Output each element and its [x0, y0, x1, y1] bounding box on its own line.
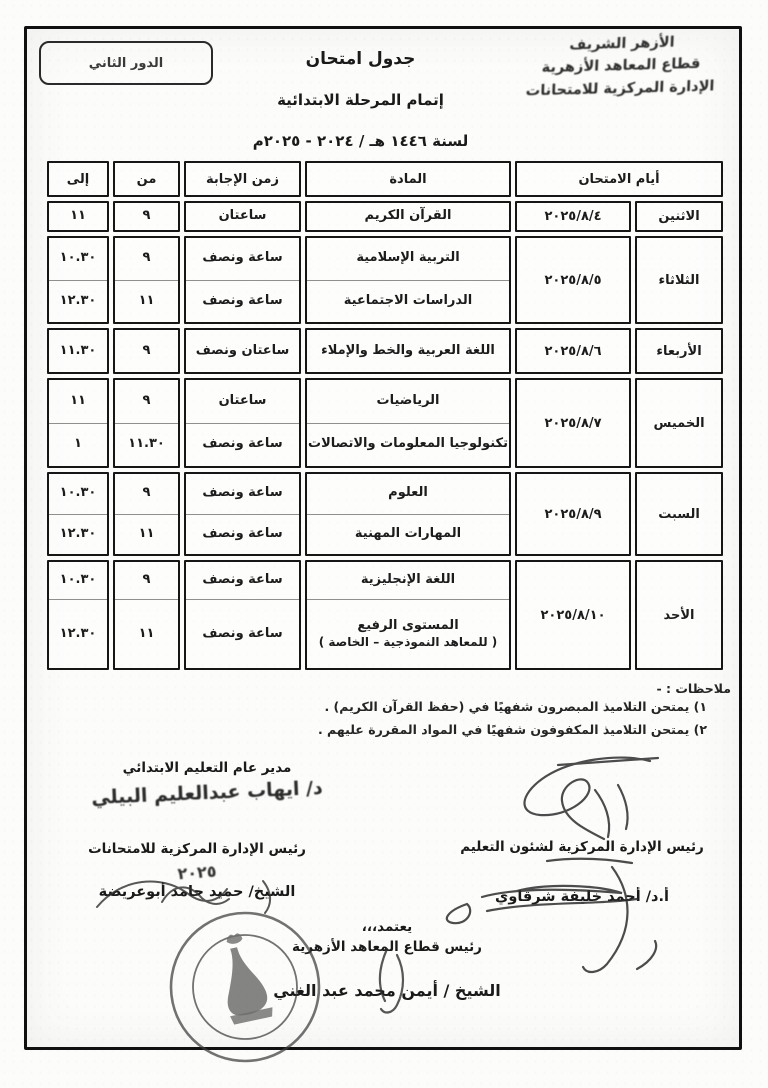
note-item: ٢) يمتحن التلاميذ المكفوفون شفهيًا في المواد المقررة عليهم .	[317, 721, 707, 737]
subject-cell-stack	[305, 236, 511, 324]
to-time-cell-stack	[47, 378, 109, 468]
page-title: جدول امتحان	[305, 49, 416, 69]
to-time-cell-stack	[47, 560, 109, 670]
signature-handwritten-name: د/ ايهاب عبدالعليم البيلي	[90, 776, 324, 810]
notes-section	[318, 681, 731, 741]
from-time-cell: ٩	[142, 208, 151, 224]
duration-cell-stack	[184, 328, 301, 374]
table-header-row	[45, 161, 723, 197]
signature-name: الشيخ / أيمن محمد عبد الغني	[273, 981, 501, 1000]
subject-cell: اللغة العربية والخط والإملاء	[321, 342, 495, 358]
from-time-cell-stack	[113, 560, 180, 670]
page-year-line: لسنة ١٤٤٦ هـ / ٢٠٢٤ - ٢٠٢٥م	[252, 132, 469, 150]
duration-cell: ساعة ونصف	[186, 280, 299, 323]
signature-name: الشيخ/ حميد حامد أبوعريضة	[98, 884, 296, 900]
date-cell: ٢٠٢٥/٨/٦	[515, 328, 631, 374]
day-cell: الأحد	[635, 560, 723, 670]
from-time-cell: ٩	[142, 342, 151, 358]
duration-cell: ساعة ونصف	[202, 250, 283, 266]
header-days: أيام الامتحان	[515, 161, 723, 197]
duration-cell-stack	[184, 560, 301, 670]
letterhead-line: الأزهر الشريف	[569, 34, 675, 54]
from-time-cell: ٩	[142, 572, 151, 588]
duration-cell-stack	[184, 201, 301, 232]
date-cell: ٢٠٢٥/٨/١٠	[515, 560, 631, 670]
to-time-cell-stack	[47, 472, 109, 556]
date-cell: ٢٠٢٥/٨/٥	[515, 236, 631, 324]
letterhead-line: الإدارة المركزية للامتحانات	[525, 78, 715, 100]
letterhead-line: قطاع المعاهد الأزهرية	[541, 56, 701, 77]
official-stamp	[167, 909, 323, 1065]
from-time-cell: ١١	[115, 514, 178, 555]
to-time-cell: ١١.٣٠	[59, 342, 97, 358]
subject-cell: اللغة الإنجليزية	[360, 572, 456, 588]
from-time-cell: ٩	[142, 485, 151, 501]
schedule-groups	[45, 201, 723, 670]
to-time-cell: ١١	[70, 208, 86, 224]
from-time-cell: ١١	[115, 599, 178, 668]
note-item: ١) يمتحن التلاميذ المبصرون شفهيًا في (حفظ القرآن الكريم) .	[324, 699, 707, 714]
duration-cell: ساعة ونصف	[186, 423, 299, 467]
round-badge: الدور الثاني	[39, 41, 213, 85]
duration-cell: ساعة ونصف	[186, 599, 299, 668]
date-cell: ٢٠٢٥/٨/٩	[515, 472, 631, 556]
subject-cell: المهارات المهنية	[307, 514, 509, 555]
to-time-cell: ١١	[70, 392, 86, 408]
duration-cell: ساعة ونصف	[202, 485, 283, 501]
from-time-cell-stack	[113, 328, 180, 374]
subject-cell: الرياضيات	[376, 392, 440, 408]
to-time-cell: ١٢.٣٠	[49, 514, 107, 555]
schedule-day-row	[45, 560, 723, 670]
duration-cell: ساعة ونصف	[202, 572, 283, 588]
from-time-cell-stack	[113, 236, 180, 324]
signature-title: رئيس الإدارة المركزية للامتحانات	[88, 841, 306, 857]
subject-cell: العلوم	[388, 485, 428, 501]
subject-line: ( للمعاهد النموذجية – الخاصة )	[318, 634, 498, 649]
to-time-cell: ١٢.٣٠	[49, 599, 107, 668]
subject-cell	[307, 599, 509, 668]
subject-cell: تكنولوجيا المعلومات والاتصالات	[307, 423, 509, 467]
subject-cell-stack	[305, 560, 511, 670]
duration-cell: ساعتان ونصف	[195, 342, 290, 358]
stamp-emblem-icon	[214, 930, 273, 1024]
duration-cell: ساعة ونصف	[186, 514, 299, 555]
schedule-day-row	[45, 236, 723, 324]
subject-cell-stack	[305, 328, 511, 374]
to-time-cell: ١٠.٣٠	[59, 572, 97, 588]
from-time-cell-stack	[113, 378, 180, 468]
day-cell: السبت	[635, 472, 723, 556]
header-from: من	[113, 161, 180, 197]
duration-cell-stack	[184, 472, 301, 556]
subject-cell: الدراسات الاجتماعية	[307, 280, 509, 323]
signature-title: رئيس الإدارة المركزية لشئون التعليم	[460, 839, 704, 855]
to-time-cell: ١٠.٣٠	[59, 485, 97, 501]
schedule-day-row	[45, 328, 723, 374]
header-to: إلى	[47, 161, 109, 197]
header-duration: زمن الإجابة	[184, 161, 301, 197]
date-cell: ٢٠٢٥/٨/٤	[515, 201, 631, 232]
subject-cell: القرآن الكريم	[364, 208, 452, 224]
subject-cell-stack	[305, 378, 511, 468]
duration-cell: ساعتان	[218, 208, 267, 224]
to-time-cell-stack	[47, 236, 109, 324]
duration-cell-stack	[184, 236, 301, 324]
signature-exam-admin	[42, 841, 352, 900]
signature-name: أ.د/ أحمد خليفة شرقاوي	[495, 889, 669, 905]
schedule-day-row	[45, 201, 723, 232]
document-frame	[24, 26, 742, 1050]
to-time-cell-stack	[47, 201, 109, 232]
to-time-cell: ١	[49, 423, 107, 467]
subject-line: المستوى الرفيع	[357, 617, 459, 633]
to-time-cell-stack	[47, 328, 109, 374]
approval-label: يعتمد،،،	[361, 919, 413, 935]
duration-cell-stack	[184, 378, 301, 468]
notes-label: ملاحظات : -	[656, 681, 731, 696]
signature-year-scribble: ٢٠٢٥	[176, 861, 218, 884]
subject-cell-stack	[305, 201, 511, 232]
from-time-cell-stack	[113, 201, 180, 232]
day-cell: الأربعاء	[635, 328, 723, 374]
from-time-cell: ١١.٣٠	[115, 423, 178, 467]
to-time-cell: ١٠.٣٠	[59, 250, 97, 266]
day-cell: الثلاثاء	[635, 236, 723, 324]
signature-edu-admin	[417, 839, 747, 905]
subject-cell: التربية الإسلامية	[356, 250, 460, 266]
signature-title: مدير عام التعليم الابتدائي	[122, 760, 292, 776]
schedule-day-row	[45, 472, 723, 556]
to-time-cell: ١٢.٣٠	[49, 280, 107, 323]
from-time-cell-stack	[113, 472, 180, 556]
signature-title: رئيس قطاع المعاهد الأزهرية	[292, 939, 482, 955]
signature-edu-director	[57, 760, 357, 810]
page-subtitle: إتمام المرحلة الابتدائية	[277, 91, 444, 109]
subject-cell-stack	[305, 472, 511, 556]
date-cell: ٢٠٢٥/٨/٧	[515, 378, 631, 468]
schedule-day-row	[45, 378, 723, 468]
exam-schedule-table	[45, 161, 723, 670]
from-time-cell: ٩	[142, 392, 151, 408]
duration-cell: ساعتان	[218, 392, 267, 408]
header-subject: المادة	[305, 161, 511, 197]
from-time-cell: ٩	[142, 250, 151, 266]
day-cell: الخميس	[635, 378, 723, 468]
from-time-cell: ١١	[115, 280, 178, 323]
day-cell: الاثنين	[635, 201, 723, 232]
